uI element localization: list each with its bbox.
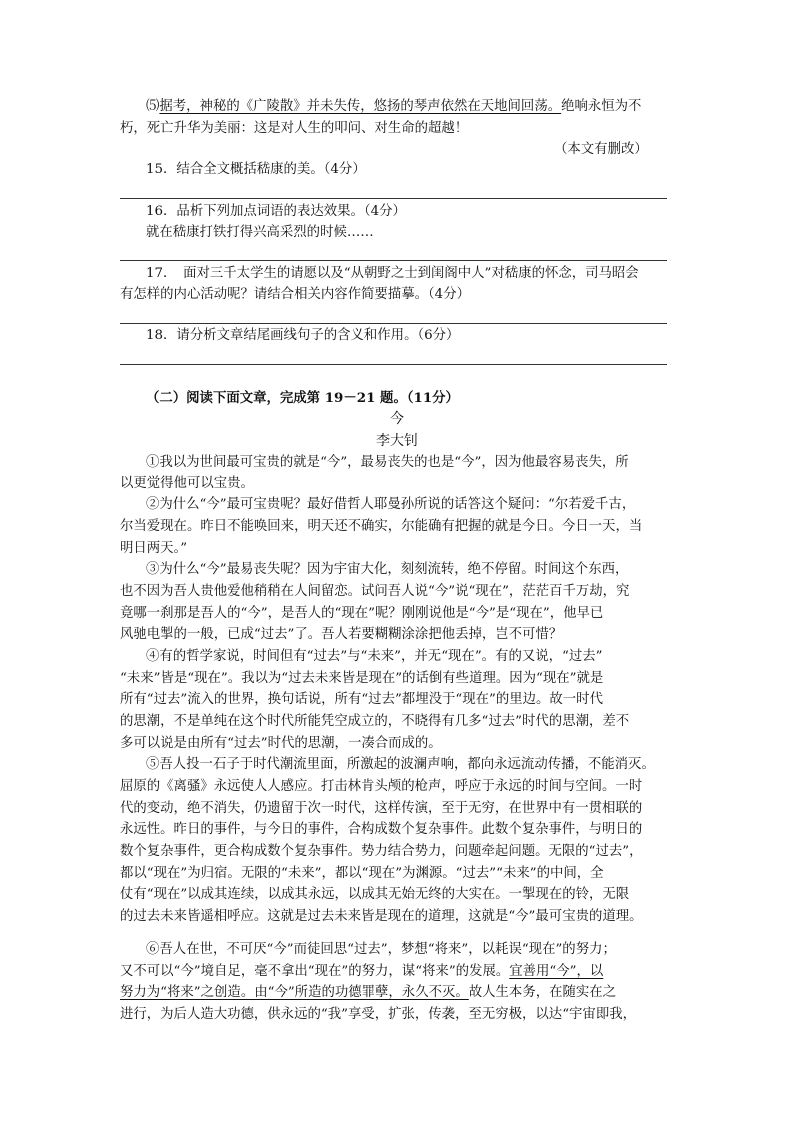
question-16: 16．品析下列加点词语的表达效果。（4分） bbox=[146, 204, 406, 219]
essay-author: 李大钊 bbox=[376, 433, 418, 449]
essay-p5-line2: 屈原的《离骚》永远使人人感应。打击林肯头颅的枪声，呼应于永远的时间与空间。一时 bbox=[120, 779, 643, 794]
question-18: 18．请分析文章结尾画线句子的含义和作用。（6分） bbox=[146, 328, 460, 343]
question-17-line1: 17． 面对三千太学生的请愿以及“从朝野之士到闺阁中人”对嵇康的怀念，司马昭会 bbox=[146, 266, 639, 281]
essay-p6-line3 bbox=[120, 982, 616, 1004]
question-15: 15．结合全文概括嵇康的美。（4分） bbox=[146, 162, 366, 177]
question-17-line2: 有怎样的内心活动呢？请结合相关内容作简要描摹。（4分） bbox=[120, 287, 470, 302]
para-p5-line1 bbox=[146, 96, 641, 118]
essay-p5-line5: 数个复杂事件，更合构成数个复杂事件。势力结合势力，问题牵起问题。无限的“过去”， bbox=[120, 844, 643, 859]
essay-p5-line8: 的过去未来皆遥相呼应。这就是过去未来皆是现在的道理，这就是“今”最可宝贵的道理。 bbox=[120, 909, 643, 924]
para-p5-line2: 朽，死亡升华为美丽：这是对人生的叩问、对生命的超越！ bbox=[120, 121, 469, 136]
essay-p1-line2: 以更觉得他可以宝贵。 bbox=[120, 476, 254, 491]
essay-p6-line4: 进行，为后人造大功德，供永远的“我”享受，扩张，传袭，至无穷极，以达“宇宙即我， bbox=[120, 1007, 636, 1022]
essay-p6-line1: ⑥吾人在世，不可厌“今”而徒回思“过去”，梦想“将来”，以耗误“现在”的努力； bbox=[146, 942, 616, 957]
section-heading bbox=[146, 387, 459, 410]
essay-p3-line3: 竟哪一刹那是吾人的“今”，是吾人的“现在”呢？刚刚说他是“今”是“现在”，他早已 bbox=[120, 606, 604, 621]
essay-p3-line2: 也不因为吾人贵他爱他稍稍在人间留恋。试问吾人说“今”说“现在”，茫茫百千万劫，究 bbox=[120, 584, 630, 599]
answer-line-15 bbox=[120, 198, 667, 199]
essay-p5-line7: 仗有“现在”以成其连续，以成其永远，以成其无始无终的大实在。一掣现在的铃，无限 bbox=[120, 887, 630, 902]
essay-p2-line2: 尔当爱现在。昨日不能唤回来，明天还不确实，尔能确有把握的就是今日。今日一天，当 bbox=[120, 519, 643, 534]
essay-p1-line1: ①我以为世间最可宝贵的就是“今”，最易丧失的也是“今”，因为他最容易丧失，所 bbox=[146, 455, 629, 470]
question-16-quote: 就在嵇康打铁打得兴高采烈的时候…… bbox=[146, 225, 374, 240]
essay-title: 今 bbox=[390, 411, 404, 427]
essay-p2-line1: ②为什么“今”最可宝贵呢？最好借哲人耶曼孙所说的话答这个疑问：“尔若爱千古， bbox=[146, 497, 636, 512]
essay-underlined-sentence-part2: 努力为“将来”之创造。由“今”所造的功德罪孽，永久不灭。 bbox=[120, 985, 469, 1000]
essay-p3-line4: 风驰电掣的一般，已成“过去”了。吾人若要糊糊涂涂把他丢掉，岂不可惜？ bbox=[120, 627, 563, 642]
essay-underlined-sentence-part1: 宜善用“今”，以 bbox=[509, 964, 604, 979]
para-p5-line1-rest: 绝响永恒为不 bbox=[561, 99, 642, 114]
essay-p4-line1: ④有的哲学家说，时间但有“过去”与“未来”，并无“现在”。有的又说，“过去” bbox=[146, 649, 603, 664]
answer-line-16 bbox=[120, 260, 667, 261]
underlined-sentence: 据考，神秘的《广陵散》并未失传，悠扬的琴声依然在天地间回荡。 bbox=[159, 99, 562, 114]
essay-p4-line3: 所有“过去”流入的世界，换句话说，所有“过去”都埋没于“现在”的里边。故一时代 bbox=[120, 692, 603, 707]
essay-p4-line2: “未来”皆是“现在”。我以为“过去未来皆是现在”的话倒有些道理。因为“现在”就是 bbox=[120, 671, 604, 686]
para-p5-number: ⑸ bbox=[146, 99, 160, 114]
essay-p6-line2 bbox=[120, 961, 603, 983]
essay-p5-line4: 永远性。昨日的事件，与今日的事件，合构成数个复杂事件。此数个复杂事件，与明日的 bbox=[120, 822, 643, 837]
essay-p2-line3: 明日两天。” bbox=[120, 541, 188, 556]
essay-p3-line1: ③为什么“今”最易丧失呢？因为宇宙大化，刻刻流转，绝不停留。时间这个东西， bbox=[146, 562, 629, 577]
source-note: （本文有删改） bbox=[554, 142, 648, 157]
answer-line-17 bbox=[120, 323, 667, 324]
essay-p4-line4: 的思潮，不是单纯在这个时代所能凭空成立的，不晓得有几多“过去”时代的思潮，差不 bbox=[120, 714, 630, 729]
answer-line-18 bbox=[120, 364, 667, 365]
section-heading-text: （二）阅读下面文章，完成第 19－21 题。（11分） bbox=[146, 390, 459, 406]
essay-p6-line3-rest: 故人生本务，在随实在之 bbox=[468, 985, 617, 1000]
essay-p6-line2-plain: 又不可以“今”境自足，毫不拿出“现在”的努力，谋“将来”的发展。 bbox=[120, 964, 510, 979]
essay-p5-line1: ⑤吾人投一石子于时代潮流里面，所激起的波澜声响，都向永远流动传播，不能消灭。 bbox=[146, 757, 655, 772]
essay-p5-line6: 都以“现在”为归宿。无限的“未来”，都以“现在”为渊源。“过去”“未来”的中间，全 bbox=[120, 866, 604, 881]
essay-p4-line5: 多可以说是由所有“过去”时代的思潮，一凑合而成的。 bbox=[120, 736, 442, 751]
essay-p5-line3: 代的变动，绝不消失，仍遗留于次一时代，这样传演，至于无穷，在世界中有一贯相联的 bbox=[120, 801, 643, 816]
